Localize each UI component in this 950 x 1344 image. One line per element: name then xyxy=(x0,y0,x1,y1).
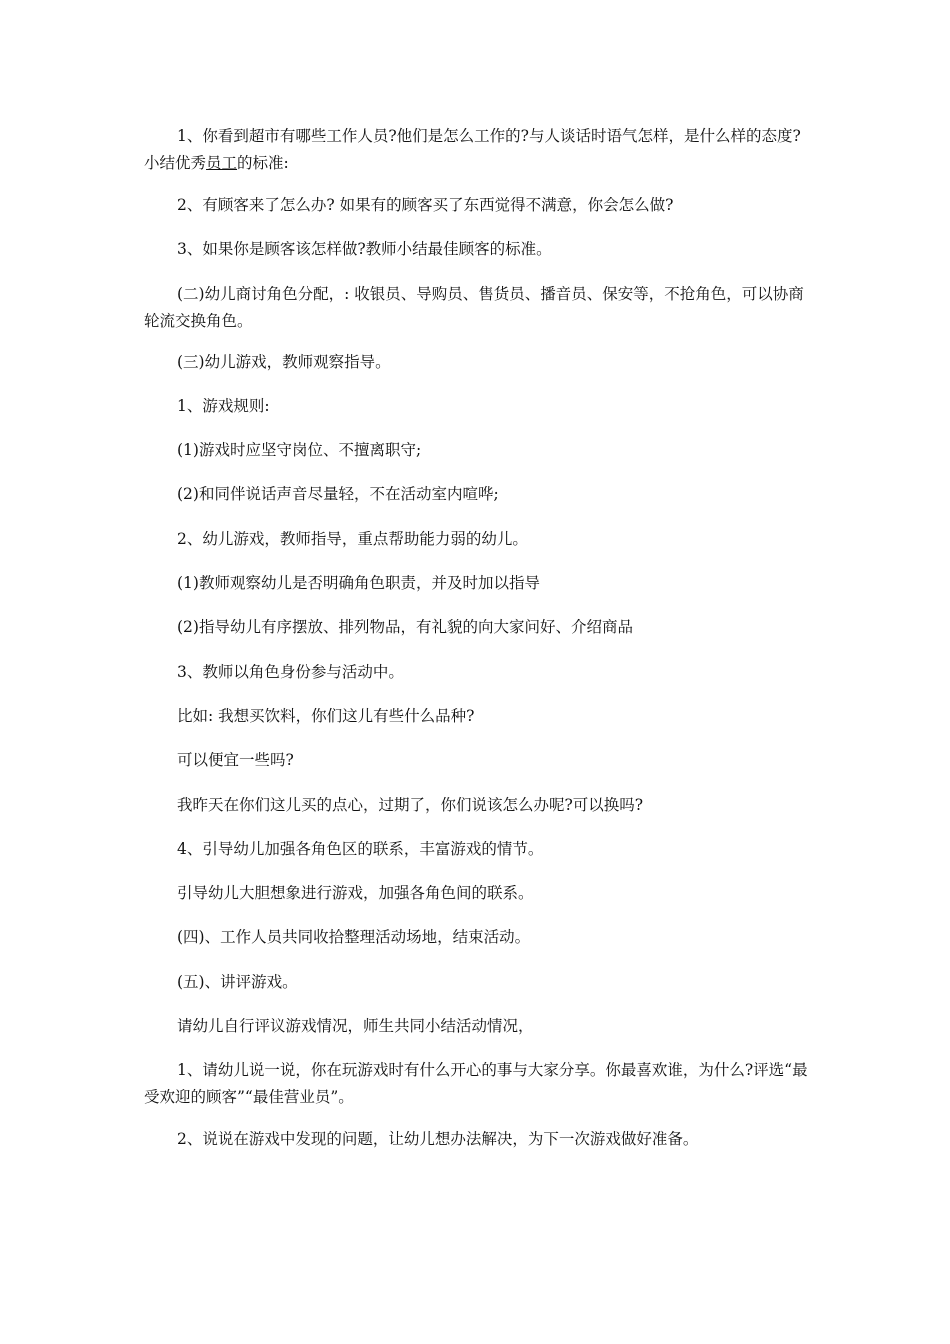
paragraph-example-drinks: 比如: 我想买饮料，你们这儿有些什么品种? xyxy=(177,707,475,725)
paragraph-rule-1: (1)游戏时应坚守岗位、不擅离职守; xyxy=(177,441,422,459)
paragraph-problems: 2、说说在游戏中发现的问题，让幼儿想办法解决，为下一次游戏做好准备。 xyxy=(177,1130,699,1148)
paragraph-children-play: 2、幼儿游戏，教师指导，重点帮助能力弱的幼儿。 xyxy=(177,530,528,548)
paragraph-share: 1、请幼儿说一说，你在玩游戏时有什么开心的事与大家分享。你最喜欢谁，为什么?评选“最受欢迎的顾客”“最佳营业员”。 xyxy=(144,1061,808,1106)
paragraph-imagination: 引导幼儿大胆想象进行游戏，加强各角色间的联系。 xyxy=(177,884,534,902)
paragraph-teacher-role: 3、教师以角色身份参与活动中。 xyxy=(177,663,404,681)
paragraph-section-four: (四)、工作人员共同收拾整理活动场地，结束活动。 xyxy=(177,928,531,946)
paragraph-self-review: 请幼儿自行评议游戏情况，师生共同小结活动情况， xyxy=(177,1017,534,1035)
paragraph-staff-question-tail: 的标准: xyxy=(237,154,289,172)
paragraph-section-three: (三)幼儿游戏，教师观察指导。 xyxy=(177,353,391,371)
paragraph-rule-2: (2)和同伴说话声音尽量轻，不在活动室内喧哗; xyxy=(177,485,499,503)
paragraph-if-customer: 3、如果你是顾客该怎样做?教师小结最佳顾客的标准。 xyxy=(177,240,552,258)
paragraph-customer-arrives: 2、有顾客来了怎么办? 如果有的顾客买了东西觉得不满意，你会怎么做? xyxy=(177,196,674,214)
paragraph-arrange-items: (2)指导幼儿有序摆放、排列物品，有礼貌的向大家问好、介绍商品 xyxy=(177,618,633,636)
paragraph-game-rules: 1、游戏规则: xyxy=(177,397,270,415)
paragraph-role-assignment: (二)幼儿商讨角色分配，: 收银员、导购员、售货员、播音员、保安等，不抢角色，可以协商轮流交换角色。 xyxy=(144,285,804,330)
paragraph-example-cheaper: 可以便宜一些吗? xyxy=(177,751,294,769)
staff-underlined-term: 员工 xyxy=(206,154,238,172)
paragraph-example-expired: 我昨天在你们这儿买的点心，过期了，你们说该怎么办呢?可以换吗? xyxy=(177,796,644,814)
paragraph-staff-question-text: 1、你看到超市有哪些工作人员?他们是怎么工作的?与人谈话时语气怎样，是什么样的态度?小结优秀 xyxy=(144,127,801,172)
paragraph-staff-question xyxy=(144,123,810,177)
paragraph-strengthen-links: 4、引导幼儿加强各角色区的联系，丰富游戏的情节。 xyxy=(177,840,544,858)
paragraph-observe: (1)教师观察幼儿是否明确角色职责，并及时加以指导 xyxy=(177,574,540,592)
paragraph-section-five: (五)、讲评游戏。 xyxy=(177,973,298,991)
